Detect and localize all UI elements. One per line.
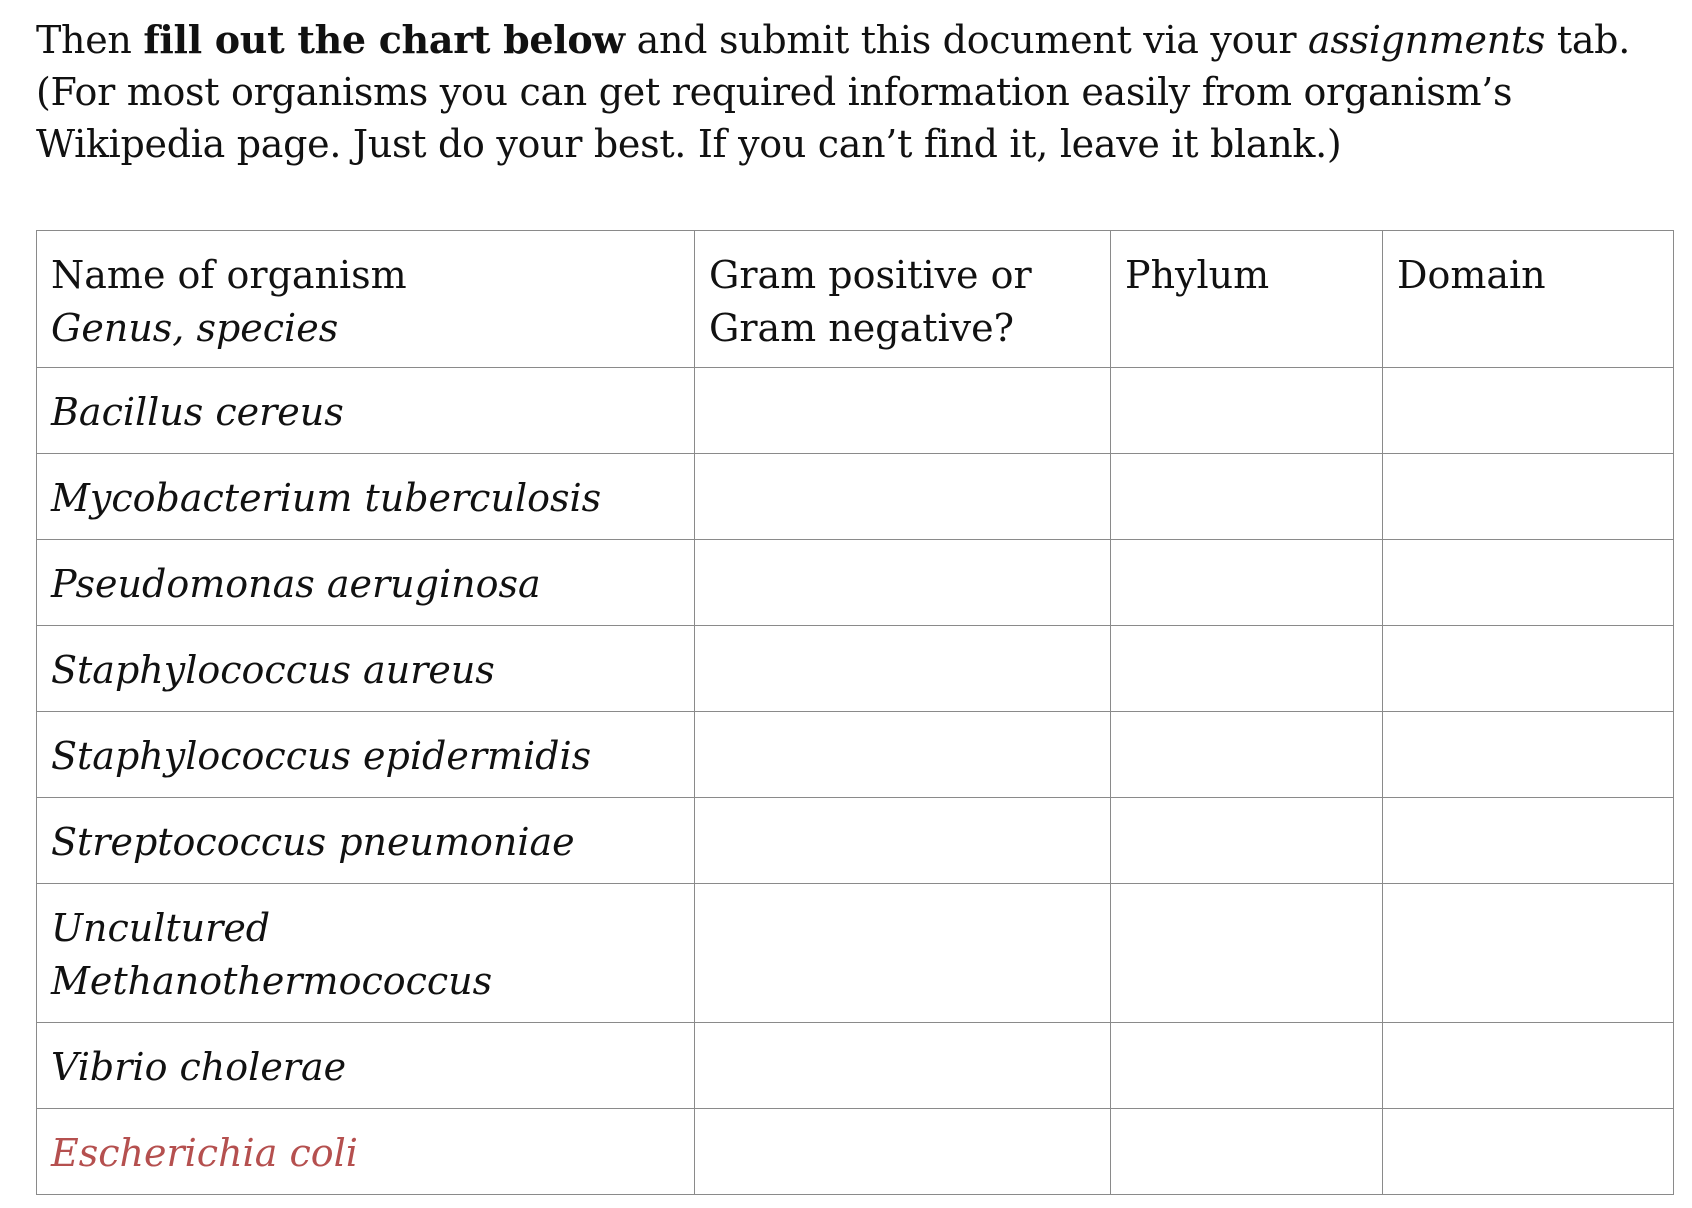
table-row xyxy=(37,454,1674,540)
organism-name: Mycobacterium tuberculosis xyxy=(51,476,602,520)
phylum-value[interactable] xyxy=(1111,626,1382,644)
gram-value[interactable] xyxy=(695,454,1110,472)
header-gram-line1: Gram positive or xyxy=(709,253,1032,297)
gram-cell[interactable] xyxy=(695,454,1111,540)
organism-name: Streptococcus pneumoniae xyxy=(51,820,575,864)
phylum-cell[interactable] xyxy=(1111,798,1383,884)
table-row xyxy=(37,1023,1674,1109)
gram-value[interactable] xyxy=(695,798,1110,816)
instructions-bold: fill out the chart below xyxy=(143,17,625,62)
phylum-value[interactable] xyxy=(1111,368,1382,386)
gram-value[interactable] xyxy=(695,712,1110,730)
organism-name-cell xyxy=(37,798,695,884)
organism-name-cell xyxy=(37,712,695,798)
domain-cell[interactable] xyxy=(1383,454,1674,540)
organism-name-cell xyxy=(37,626,695,712)
gram-value[interactable] xyxy=(695,368,1110,386)
domain-value[interactable] xyxy=(1383,626,1673,644)
domain-cell[interactable] xyxy=(1383,626,1674,712)
table-row xyxy=(37,798,1674,884)
header-row xyxy=(37,231,1674,368)
gram-cell[interactable] xyxy=(695,626,1111,712)
gram-cell[interactable] xyxy=(695,712,1111,798)
gram-value[interactable] xyxy=(695,884,1110,902)
domain-value[interactable] xyxy=(1383,454,1673,472)
domain-cell[interactable] xyxy=(1383,1109,1674,1195)
domain-value[interactable] xyxy=(1383,798,1673,816)
phylum-cell[interactable] xyxy=(1111,540,1383,626)
header-phylum-cell xyxy=(1111,231,1383,368)
instructions-prefix: Then xyxy=(36,18,144,62)
domain-value[interactable] xyxy=(1383,1023,1673,1041)
table-row xyxy=(37,1109,1674,1195)
domain-value[interactable] xyxy=(1383,540,1673,558)
phylum-cell[interactable] xyxy=(1111,1023,1383,1109)
phylum-cell[interactable] xyxy=(1111,454,1383,540)
phylum-cell[interactable] xyxy=(1111,368,1383,454)
organism-name-cell xyxy=(37,454,695,540)
organism-name: Staphylococcus epidermidis xyxy=(51,734,592,778)
organism-name-highlighted: Escherichia coli xyxy=(51,1131,358,1175)
table-row xyxy=(37,540,1674,626)
domain-cell[interactable] xyxy=(1383,712,1674,798)
table-row xyxy=(37,712,1674,798)
domain-value[interactable] xyxy=(1383,884,1673,902)
table-row xyxy=(37,884,1674,1023)
gram-value[interactable] xyxy=(695,626,1110,644)
gram-cell[interactable] xyxy=(695,540,1111,626)
organism-name-line1: Uncultured xyxy=(51,906,271,950)
gram-cell[interactable] xyxy=(695,884,1111,1023)
organism-chart xyxy=(36,230,1674,1195)
organism-name-cell xyxy=(37,1109,695,1195)
organism-name-cell xyxy=(37,368,695,454)
gram-cell[interactable] xyxy=(695,1109,1111,1195)
domain-value[interactable] xyxy=(1383,368,1673,386)
instructions-middle: and submit this document via your xyxy=(624,18,1308,62)
organism-name-cell xyxy=(37,1023,695,1109)
table-row xyxy=(37,626,1674,712)
domain-cell[interactable] xyxy=(1383,368,1674,454)
header-domain-cell xyxy=(1383,231,1674,368)
phylum-value[interactable] xyxy=(1111,540,1382,558)
domain-cell[interactable] xyxy=(1383,798,1674,884)
domain-cell[interactable] xyxy=(1383,1023,1674,1109)
organism-name: Staphylococcus aureus xyxy=(51,648,495,692)
instructions-paren-line1: (For most organisms you can get required information easily from organism’s xyxy=(36,70,1513,114)
phylum-cell[interactable] xyxy=(1111,1109,1383,1195)
phylum-value[interactable] xyxy=(1111,884,1382,902)
domain-cell[interactable] xyxy=(1383,884,1674,1023)
header-phylum: Phylum xyxy=(1125,253,1270,297)
header-name: Name of organism xyxy=(51,253,407,297)
header-gram-cell xyxy=(695,231,1111,368)
phylum-cell[interactable] xyxy=(1111,712,1383,798)
gram-cell[interactable] xyxy=(695,798,1111,884)
organism-name-line2: Methanothermococcus xyxy=(51,959,493,1003)
organism-name: Pseudomonas aeruginosa xyxy=(51,562,541,606)
phylum-value[interactable] xyxy=(1111,1109,1382,1127)
gram-value[interactable] xyxy=(695,1109,1110,1127)
domain-value[interactable] xyxy=(1383,1109,1673,1127)
domain-value[interactable] xyxy=(1383,712,1673,730)
phylum-cell[interactable] xyxy=(1111,884,1383,1023)
phylum-value[interactable] xyxy=(1111,454,1382,472)
table-row xyxy=(37,368,1674,454)
phylum-cell[interactable] xyxy=(1111,626,1383,712)
organism-name-cell xyxy=(37,540,695,626)
instructions-suffix: tab. xyxy=(1545,18,1630,62)
phylum-value[interactable] xyxy=(1111,1023,1382,1041)
organism-name-cell xyxy=(37,884,695,1023)
gram-cell[interactable] xyxy=(695,368,1111,454)
phylum-value[interactable] xyxy=(1111,798,1382,816)
instructions-italic: assignments xyxy=(1308,18,1546,62)
instructions-paren-line2: Wikipedia page. Just do your best. If you can’t find it, leave it blank.) xyxy=(36,122,1342,166)
header-name-cell xyxy=(37,231,695,368)
instructions-paragraph xyxy=(36,14,1666,170)
header-domain: Domain xyxy=(1397,253,1546,297)
gram-value[interactable] xyxy=(695,540,1110,558)
phylum-value[interactable] xyxy=(1111,712,1382,730)
domain-cell[interactable] xyxy=(1383,540,1674,626)
header-name-sub: Genus, species xyxy=(51,306,339,350)
organism-name: Bacillus cereus xyxy=(51,390,344,434)
gram-value[interactable] xyxy=(695,1023,1110,1041)
gram-cell[interactable] xyxy=(695,1023,1111,1109)
organism-name: Vibrio cholerae xyxy=(51,1045,347,1089)
header-gram-line2: Gram negative? xyxy=(709,306,1014,350)
